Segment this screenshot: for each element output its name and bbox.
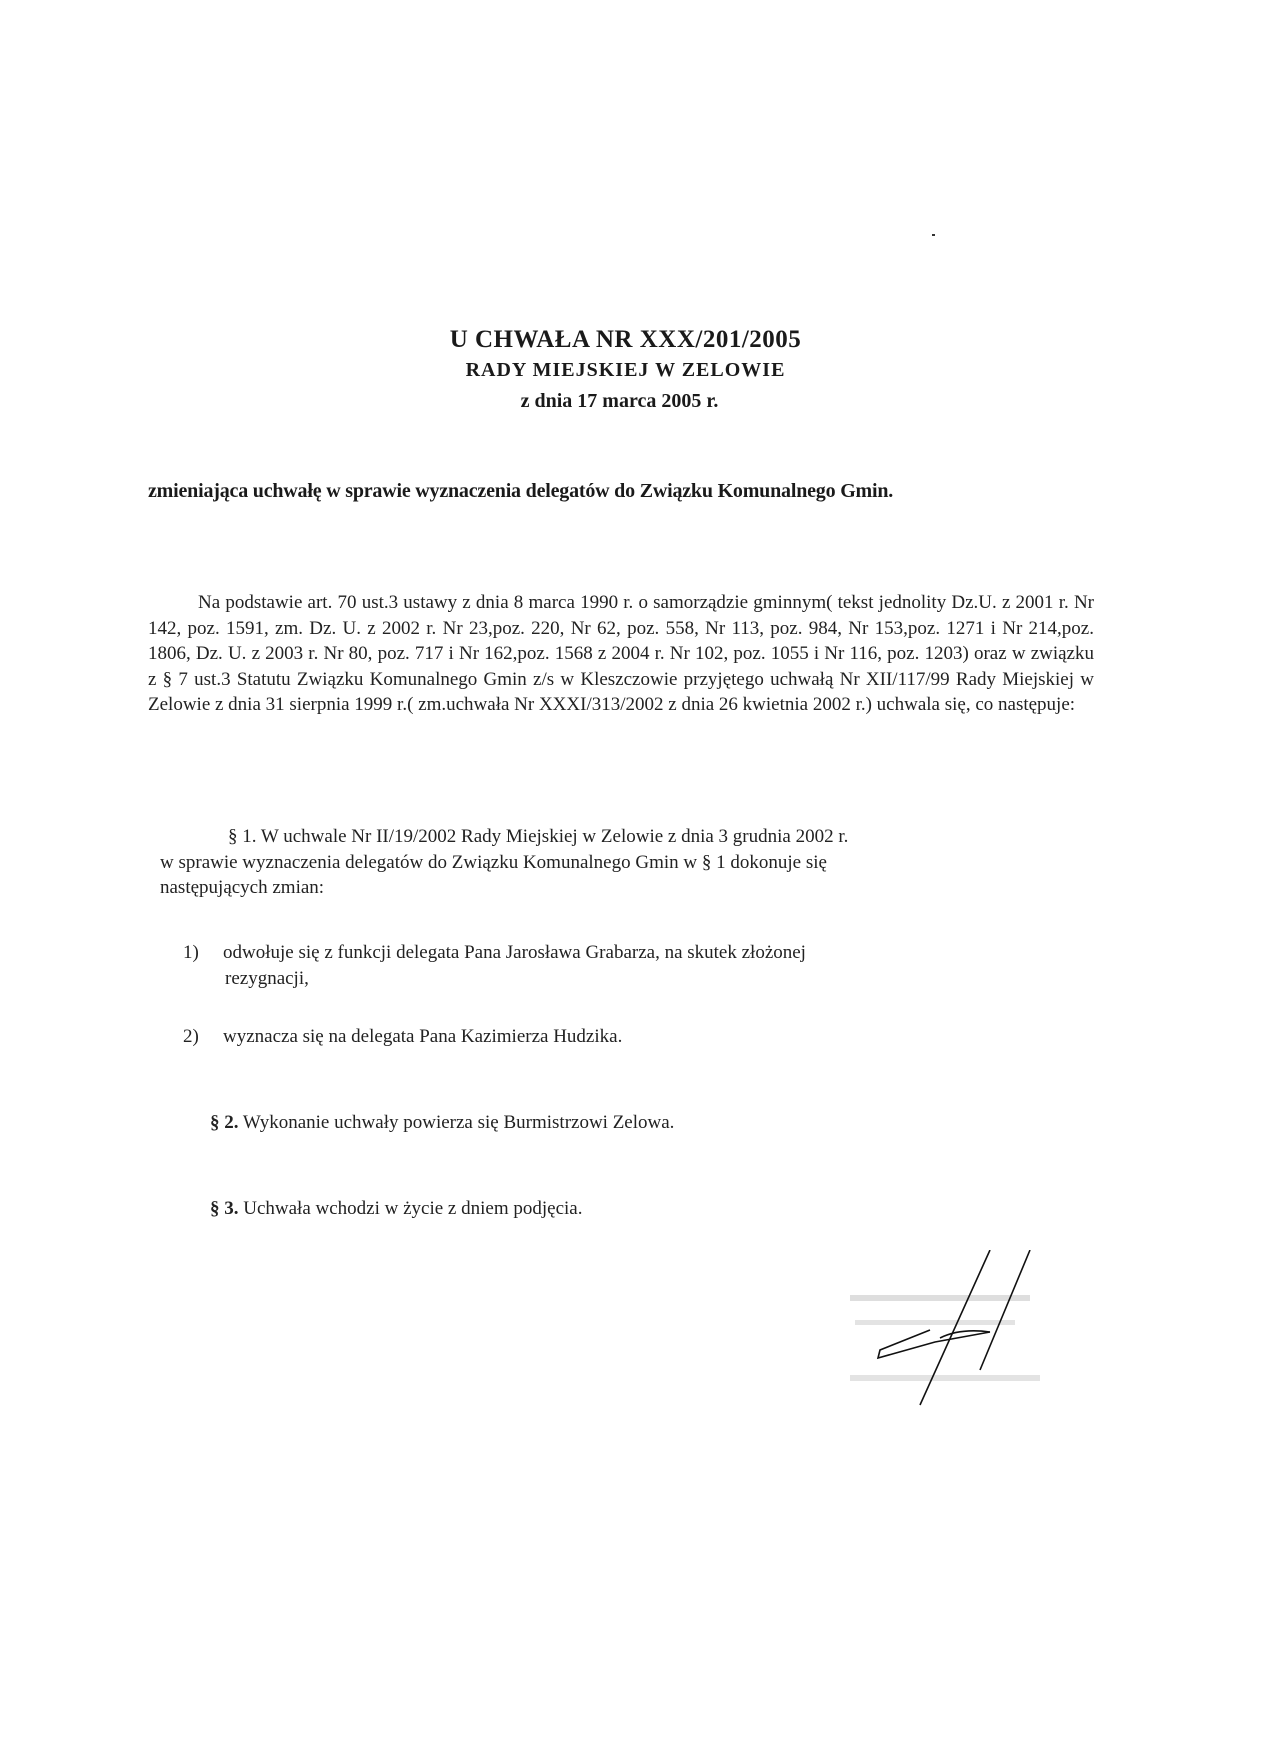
scan-speck — [932, 234, 935, 236]
change-item-number: 2) — [183, 1026, 199, 1047]
signature-icon — [878, 1250, 1030, 1405]
change-item-text: odwołuje się z funkcji delegata Pana Jarosława Grabarza, na skutek złożonej — [223, 942, 806, 963]
change-item-text: wyznacza się na delegata Pana Kazimierza Hudzika. — [223, 1026, 623, 1047]
resolution-subject: zmieniająca uchwałę w sprawie wyznaczenia delegatów do Związku Komunalnego Gmin. — [148, 480, 894, 502]
section-1-line-2: w sprawie wyznaczenia delegatów do Związku Komunalnego Gmin w § 1 dokonuje się — [160, 851, 827, 873]
section-1-line-3: następujących zmian: — [160, 877, 325, 898]
change-item — [183, 940, 983, 992]
change-item-number: 1) — [183, 942, 199, 963]
signature-stamp — [840, 1250, 1080, 1450]
stamp-faded-text — [850, 1295, 1040, 1381]
resolution-title: U CHWAŁA NR XXX/201/2005 — [449, 326, 802, 353]
section-2-text: Wykonanie uchwały powierza się Burmistrzowi Zelowa. — [242, 1112, 675, 1133]
change-item — [183, 1024, 983, 1050]
resolution-date: z dnia 17 marca 2005 r. — [520, 390, 719, 412]
section-2-label: § 2. — [210, 1112, 239, 1133]
section-1 — [160, 824, 1078, 901]
section-1-line-1: § 1. W uchwale Nr II/19/2002 Rady Miejskiej w Zelowie z dnia 3 grudnia 2002 r. — [228, 826, 849, 847]
section-3-label: § 3. — [210, 1198, 239, 1219]
section-3-text: Uchwała wchodzi w życie z dniem podjęcia. — [243, 1198, 583, 1219]
change-item-continuation: rezygnacji, — [225, 968, 309, 989]
section-3 — [210, 1198, 582, 1220]
section-2 — [210, 1112, 674, 1134]
legal-basis-paragraph: Na podstawie art. 70 ust.3 ustawy z dnia 8 marca 1990 r. o samorządzie gminnym( tekst jednolity Dz.U. z 2001 r. Nr 142, poz. 1591, zm. Dz. U. z 2002 r. Nr 23,poz. 220, Nr 62, poz. 558, Nr 113, poz. 984, Nr 153,poz. 1271 i Nr 214,poz. 1806, Dz. U. z 2003 r. Nr 80, poz. 717 i Nr 162,poz. 1568 z 2004 r. Nr 102, poz. 1055 i Nr 116, poz. 1203) oraz w związku z § 7 ust.3 Statutu Związku Komunalnego Gmin z/s w Kleszczowie przyjętego uchwałą Nr XII/117/99 Rady Miejskiej w Zelowie z dnia 31 sierpnia 1999 r.( zm.uchwała Nr XXXI/313/2002 z dnia 26 kwietnia 2002 r.) uchwala się, co następuje: — [148, 592, 1094, 715]
council-name: RADY MIEJSKIEJ W ZELOWIE — [465, 359, 786, 381]
